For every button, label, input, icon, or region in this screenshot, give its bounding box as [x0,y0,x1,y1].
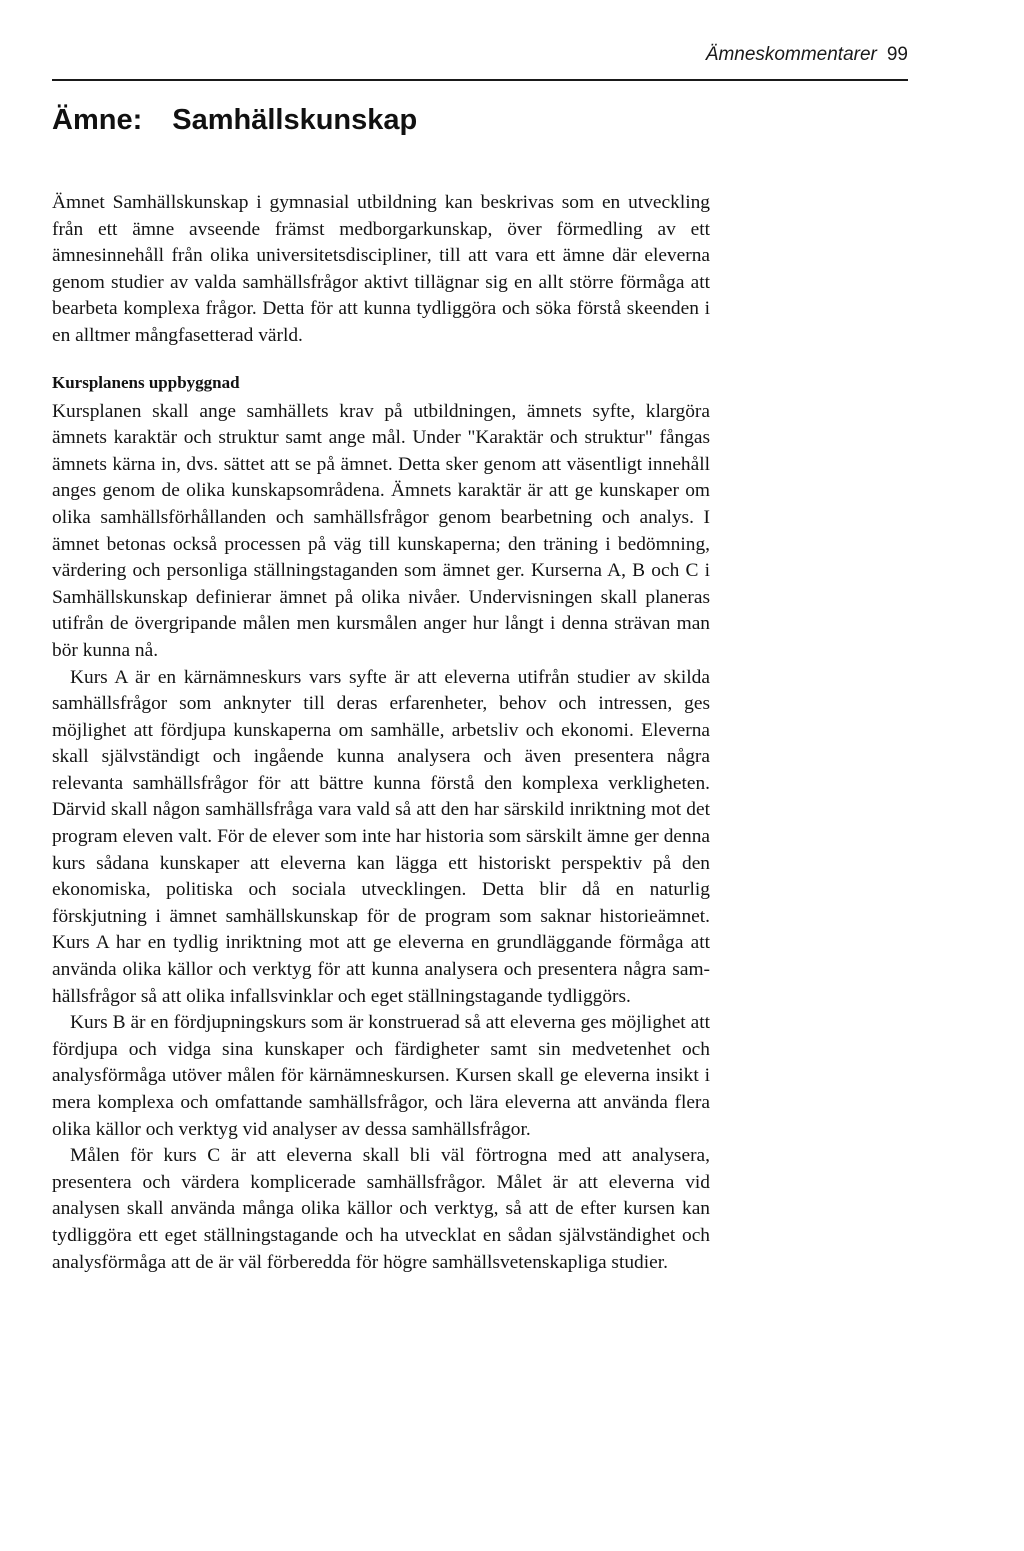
header-rule [52,79,908,81]
section-heading: Kursplanens uppbyggnad [52,372,240,392]
page-number: 99 [886,44,908,65]
intro-paragraph: Ämnet Samhällskunskap i gymnasial utbildning kan beskrivas som en utveckling från ett ämne avseende främst medborgarkunskap, över förmedling av ett ämnesinnehåll från olika universitetsdiscipliner, till att vara ett ämne där eleverna genom studier av valda samhällsfrågor aktivt tillägnar sig en allt större förmåga att bearbeta komplexa frågor. Detta för att kunna tydliggöra och söka förstå skeenden i en alltmer mångfasetterad värld. [52,192,710,346]
running-header [706,44,908,66]
subject-title: Samhällskunskap [172,104,418,136]
running-header-title: Ämneskommentarer [705,44,877,65]
body-paragraph-course-c: Målen för kurs C är att eleverna skall bli väl förtrogna med att analysera, presentera och värdera komplicerade samhällsfrågor. Målet är att eleverna vid analysen skall använda många olika källor och verktyg, så att de efter kursen kan tydliggöra ett eget ställningstagande och ha utvecklat en sådan självständighet och analysförmåga att de är väl förberedda för högre samhällsvetenskapliga studier. [52,1145,710,1273]
body-paragraph-course-a: Kurs A är en kärnämneskurs vars syfte är att eleverna utifrån studier av skilda samhällsfrågor som anknyter till deras erfarenheter, behov och intressen, ges möjlighet att fördjupa kunskaperna om samhälle, arbetsliv och ekonomi. Eleverna skall självständigt och ingående kunna analysera och även presentera några relevanta samhällsfrågor för att bättre kunna förstå den komplexa verkligheten. Därvid skall någon samhällsfråga vara vald så att den har särskild inriktning mot det program eleven valt. För de elever som inte har historia som särskilt ämne ger denna kurs sådana kunskaper att eleverna kan lägga ett historiskt perspektiv på den ekonomiska, politiska och sociala utvecklingen. Detta blir då en naturlig förskjutning i ämnet samhällskunskap för de program som saknar historieämnet. Kurs A har en tydlig inriktning mot att ge eleverna en grundläggande förmåga att använda olika källor och verktyg för att kunna analysera och presentera några samhällsfrågor så att olika infallsvinklar och eget ställningstagande tydliggörs. [52,666,710,1007]
subject-label: Ämne: [52,104,143,136]
page-body [52,190,710,1276]
subject-heading [52,104,417,137]
body-paragraph-structure: Kursplanen skall ange samhällets krav på utbildningen, ämnets syfte, klargöra ämnets karaktär och struktur samt ange mål. Under "Karaktär och struktur" fångas ämnets kärna in, dvs. sättet att se på ämnet. Detta sker genom att väsentligt innehåll anges genom de olika kunskapsområdena. Ämnets karaktär är att ge kunskaper om olika samhällsförhållanden och samhällsfrågor genom bearbetning och analys. I ämnet betonas också processen på väg till kunskaperna; den träning i bedömning, värdering och personliga ställningstaganden som ämnet ger. Kurserna A, B och C i Samhällskunskap definierar ämnet på olika nivåer. Undervisningen skall planeras utifrån de övergripande målen men kursmålen anger hur långt i denna strävan man bör kunna nå. [52,400,710,661]
body-paragraph-course-b: Kurs B är en fördjupningskurs som är konstruerad så att eleverna ges möjlighet att fördjupa och vidga sina kunskaper och färdigheter samt sin medvetenhet och analysförmåga utöver målen för kärnämneskursen. Kursen skall ge eleverna insikt i mera komplexa och omfattande samhällsfrågor, och lära eleverna att använda flera olika källor och verktyg vid analyser av dessa samhällsfrågor. [52,1012,710,1140]
